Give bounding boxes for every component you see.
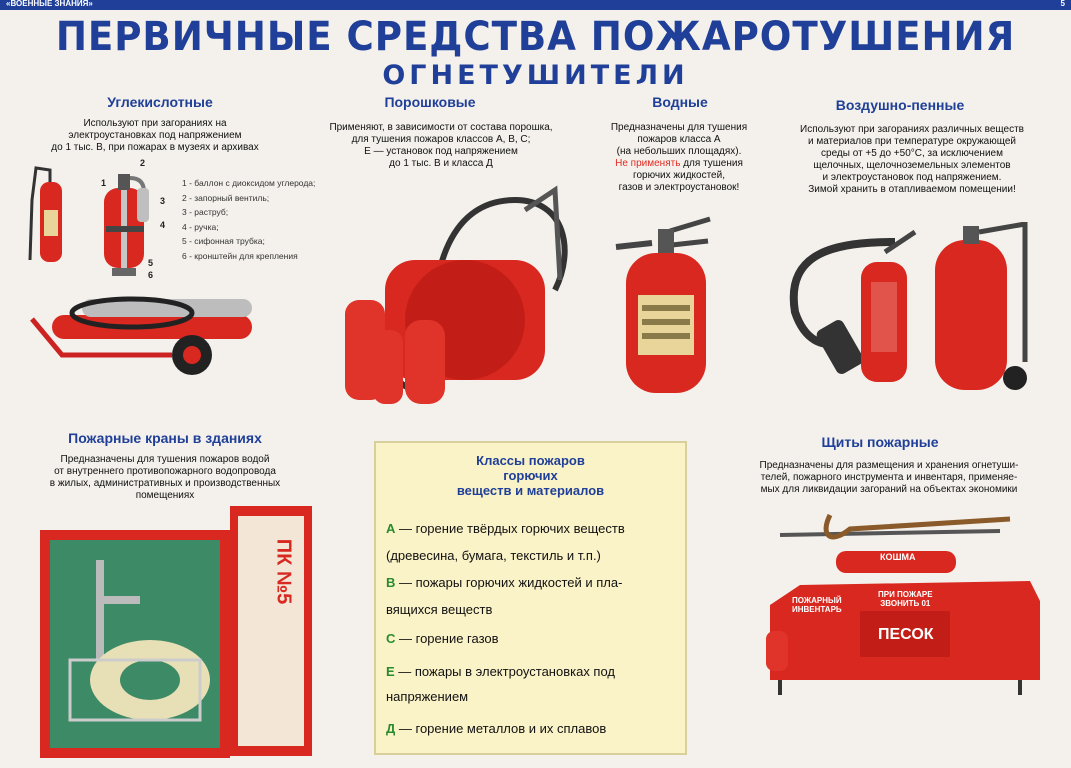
legend-item: 1 - баллон с диоксидом углерода; (182, 178, 316, 188)
water-description (584, 122, 774, 194)
callout-1: 1 (101, 178, 107, 188)
hydrants-description: Предназначены для тушения пожаров водой от внутреннего противопожарного водопровода в жилых, административных и производственных помещениях (49, 454, 281, 501)
class-letter: А (386, 521, 396, 536)
fire-class-e-cont (386, 683, 678, 710)
co2-description: Используют при загораниях на электроустановках под напряжением до 1 тыс. В, при пожарах в музеях и архивах (51, 118, 259, 153)
class-text: — горение твёрдых горючих веществ (395, 521, 625, 536)
inventory-label: ПОЖАРНЫЙ ИНВЕНТАРЬ (792, 596, 842, 614)
class-letter: Е (386, 664, 395, 679)
class-text: вящихся веществ (386, 602, 493, 617)
co2-title: Углекислотные (107, 94, 213, 110)
legend-item: 6 - кронштейн для крепления (182, 250, 298, 261)
fire-class-b-cont (386, 596, 678, 623)
shields-description: Предназначены для размещения и хранения огнетуши- телей, пожарного инструмента и инвентаря, применяе- мых для ликвидации загораний на объектах экономики (759, 460, 1019, 495)
powder-description: Применяют, в зависимости от состава порошка, для тушения пожаров классов А, В, С; Е — установок под напряжением до 1 тыс. В и класса Д (329, 122, 553, 169)
fire-classes-box (374, 441, 687, 755)
powder-extinguisher-illustration (325, 180, 595, 410)
legend-item: 2 - запорный вентиль; (182, 192, 270, 203)
legend-item: 5 - сифонная трубка; (182, 236, 265, 246)
class-letter: С (386, 631, 396, 646)
legend-item: 3 - раструб; (182, 207, 229, 217)
shields-title: Щиты пожарные (821, 434, 939, 450)
class-text: — пожары в электроустановках под (394, 664, 616, 679)
fire-class-a-cont (386, 542, 678, 569)
page-number: 5 (1060, 0, 1065, 8)
fire-class-e (386, 658, 678, 685)
callout-4: 4 (160, 220, 166, 230)
legend-item: 4 - ручка; (182, 221, 219, 232)
class-text: — горение газов (395, 631, 499, 646)
page-title: ПЕРВИЧНЫЕ СРЕДСТВА ПОЖАРОТУШЕНИЯ (55, 14, 1016, 60)
hydrants-title: Пожарные краны в зданиях (68, 430, 262, 446)
callout-3: 3 (160, 196, 166, 206)
page-subtitle: ОГНЕТУШИТЕЛИ (382, 60, 689, 91)
water-description-main: Предназначены для тушения пожаров класса А (на небольших площадях). (610, 122, 748, 157)
class-text: напряжением (386, 689, 469, 704)
water-title: Водные (652, 94, 708, 110)
callout-6: 6 (148, 270, 154, 280)
callout-2: 2 (140, 158, 146, 168)
class-letter: В (386, 575, 396, 590)
powder-title: Порошковые (384, 94, 476, 110)
call-01-label: ПРИ ПОЖАРЕ ЗВОНИТЬ 01 (878, 590, 933, 608)
class-text: — пожары горючих жидкостей и пла- (395, 575, 623, 590)
series-label: «ВОЕННЫЕ ЗНАНИЯ» (6, 0, 93, 8)
foam-extinguisher-illustration (775, 222, 1055, 402)
hydrant-door-label: ПК №5 (272, 538, 295, 605)
fire-class-d (386, 715, 678, 742)
fire-class-a (386, 515, 678, 542)
water-description-rest: для тушения горючих жидкостей, газов и электроустановок! (618, 158, 743, 193)
water-extinguisher-illustration (612, 215, 722, 405)
foam-title: Воздушно-пенные (835, 97, 965, 113)
fire-class-c (386, 625, 678, 652)
class-text: (древесина, бумага, текстиль и т.п.) (386, 548, 601, 563)
water-warning: Не применять (615, 158, 681, 169)
top-bar (0, 0, 1071, 10)
fire-classes-title: Классы пожаров горючих веществ и материалов (456, 453, 605, 498)
felt-label: КОШМА (880, 552, 916, 562)
co2-wheeled-extinguisher-illustration (22, 285, 262, 395)
class-text: — горение металлов и их сплавов (395, 721, 607, 736)
class-letter: Д (386, 721, 396, 736)
sand-label: ПЕСОК (878, 626, 934, 643)
fire-class-b (386, 569, 678, 596)
foam-description: Используют при загораниях различных веществ и материалов при температуре окружающей среды от +5 до +50°С, за исключением щелочных, щелочноземельных элементов и электроустановок под напряжением. Зимой хранить в отапливаемом помещении! (800, 124, 1024, 195)
co2-parts-legend (182, 176, 315, 263)
callout-5: 5 (148, 258, 154, 268)
